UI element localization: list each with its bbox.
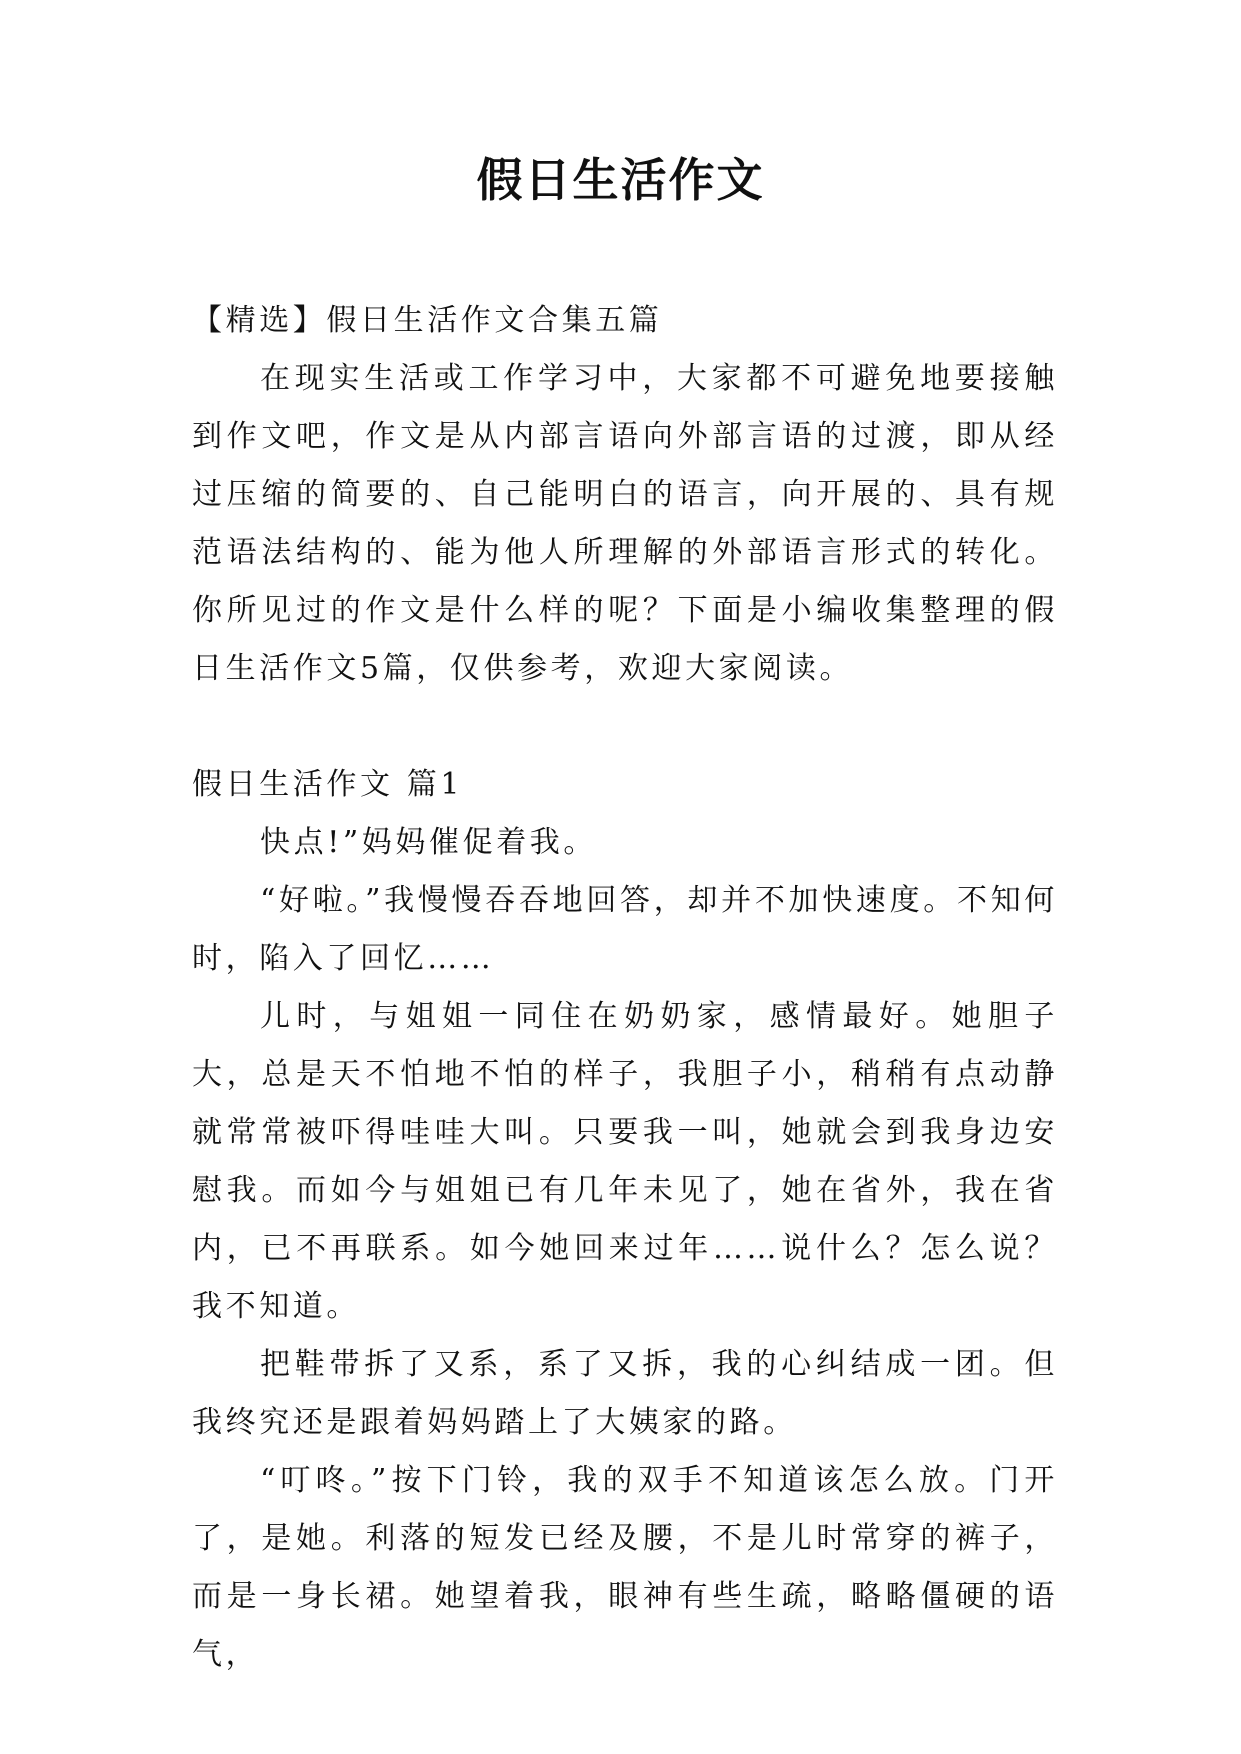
section-heading: 假日生活作文 篇1 xyxy=(192,767,464,802)
document-subtitle: 【精选】假日生活作文合集五篇 xyxy=(192,303,663,338)
body-paragraph: “好啦。”我慢慢吞吞地回答，却并不加快速度。不知何时，陷入了回忆…… xyxy=(192,883,1058,976)
document-body xyxy=(192,292,1058,1684)
body-paragraph: 儿时，与姐姐一同住在奶奶家，感情最好。她胆子大，总是天不怕地不怕的样子，我胆子小，稍稍有点动静就常常被吓得哇哇大叫。只要我一叫，她就会到我身边安慰我。而如今与姐姐已有几年未见了，她在省外，我在省内，已不再联系。如今她回来过年……说什么？怎么说？我不知道。 xyxy=(192,999,1058,1324)
document-title: 假日生活作文 xyxy=(476,153,765,207)
body-paragraph: 快点!”妈妈催促着我。 xyxy=(260,825,597,860)
body-paragraph: 把鞋带拆了又系，系了又拆，我的心纠结成一团。但我终究还是跟着妈妈踏上了大姨家的路。 xyxy=(192,1347,1058,1440)
body-paragraph: “叮咚。”按下门铃，我的双手不知道该怎么放。门开了，是她。利落的短发已经及腰，不是儿时常穿的裤子，而是一身长裙。她望着我，眼神有些生疏，略略僵硬的语气， xyxy=(192,1463,1058,1672)
section-spacer xyxy=(192,698,1058,756)
intro-paragraph: 在现实生活或工作学习中，大家都不可避免地要接触到作文吧，作文是从内部言语向外部言语的过渡，即从经过压缩的简要的、自己能明白的语言，向开展的、具有规范语法结构的、能为他人所理解的外部语言形式的转化。你所见过的作文是什么样的呢？下面是小编收集整理的假日生活作文5篇，仅供参考，欢迎大家阅读。 xyxy=(192,361,1058,686)
